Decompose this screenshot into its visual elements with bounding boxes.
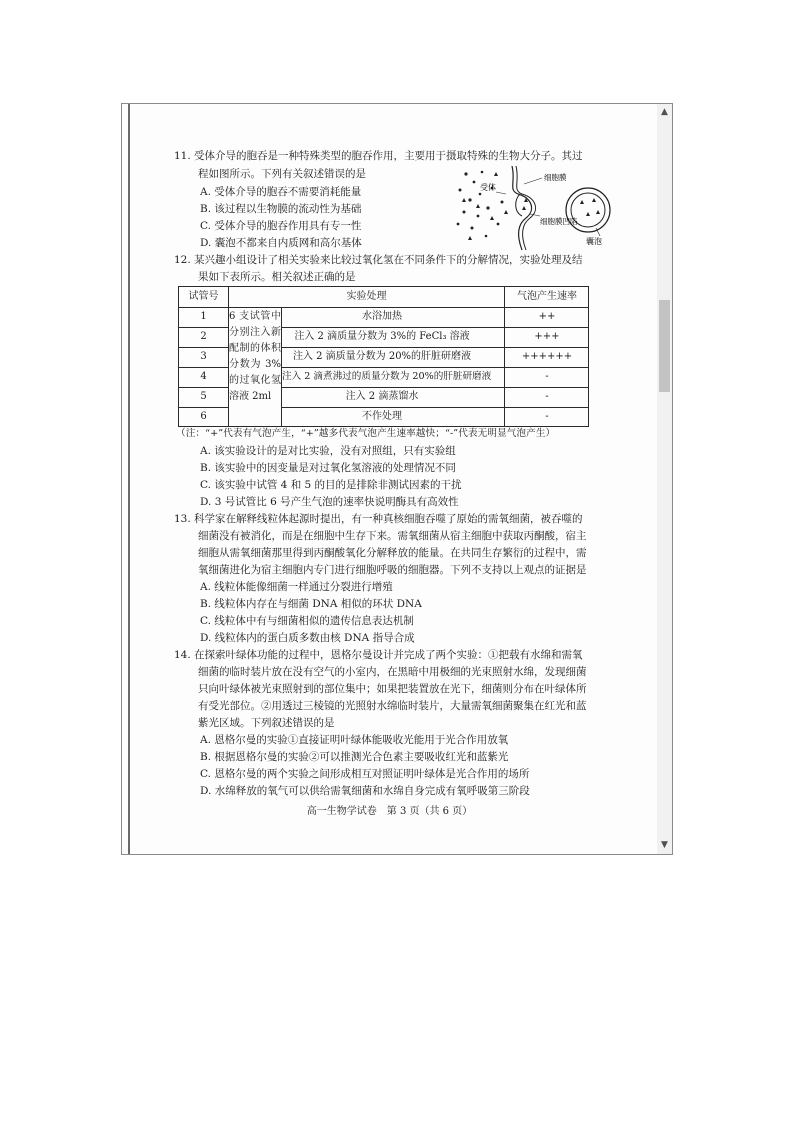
vertical-scrollbar[interactable] — [657, 104, 672, 854]
merged-cell-solution: 6 支试管中分别注入新配制的体积分数为 3%的过氧化氢溶液 2ml — [229, 311, 281, 402]
q13-option-c: C. 线粒体中有与细菌相似的遗传信息表达机制 — [200, 615, 414, 627]
q11-stem-line1: 11. 受体介导的胞吞是一种特殊类型的胞吞作用，主要用于摄取特殊的生物大分子。其过 — [174, 150, 583, 162]
q13-option-a: A. 线粒体能像细菌一样通过分裂进行增殖 — [200, 581, 393, 593]
q12-stem-line1: 12. 某兴趣小组设计了相关实验来比较过氧化氢在不同条件下的分解情况，实验处理及结 — [174, 254, 583, 266]
table-row-2-treatment: 注入 2 滴质量分数为 3%的 FeCl₃ 溶液 — [294, 331, 470, 342]
scroll-down-icon[interactable]: ▼ — [661, 840, 668, 850]
table-row-1-rate: ++ — [538, 311, 556, 322]
q12-table-note: （注：“+”代表有气泡产生，“+”越多代表气泡产生速率越快；“-”代表无明显气泡产生） — [176, 428, 556, 439]
q13-stem-line1: 13. 科学家在解释线粒体起源时提出，有一种真核细胞吞噬了原始的需氧细菌，被吞噬的 — [174, 513, 583, 525]
q12-option-a: A. 该实验设计的是对比实验，没有对照组，只有实验组 — [200, 445, 456, 457]
table-row-4-treatment: 注入 2 滴煮沸过的质量分数为 20%的肝脏研磨液 — [282, 371, 492, 382]
table-row-5-treatment: 注入 2 滴蒸馏水 — [345, 391, 419, 402]
label-membrane-pit: 细胞膜凹陷 — [540, 217, 578, 226]
header-tube-no: 试管号 — [188, 291, 219, 302]
experiment-table — [178, 286, 589, 427]
q12-option-d: D. 3 号试管比 6 号产生气泡的速率快说明酶具有高效性 — [200, 496, 459, 508]
q13-option-d: D. 线粒体内的蛋白质多数由核 DNA 指导合成 — [200, 632, 415, 644]
q12-stem-line2: 果如下表所示。相关叙述正确的是 — [198, 271, 356, 283]
q14-stem-line3: 只向叶绿体被光束照射到的部位集中；如果把装置放在光下，细菌则分布在叶绿体所 — [198, 683, 587, 695]
q13-stem-line2: 细菌没有被消化，而是在细胞中生存下来。需氧细菌从宿主细胞中获取丙酮酸，宿主 — [198, 530, 587, 542]
q12-option-b: B. 该实验中的因变量是对过氧化氢溶液的处理情况不同 — [200, 462, 456, 474]
table-row-1-no: 1 — [200, 311, 207, 322]
label-receptor: 受体 — [480, 183, 496, 192]
endocytosis-diagram — [452, 164, 612, 252]
header-treatment: 实验处理 — [346, 291, 387, 302]
q14-option-a: A. 恩格尔曼的实验①直接证明叶绿体能吸收光能用于光合作用放氧 — [200, 734, 509, 746]
q11-option-a: A. 受体介导的胞吞不需要消耗能量 — [200, 186, 362, 198]
q13-stem-line4: 氧细菌进化为宿主细胞内专门进行细胞呼吸的细胞器。下列不支持以上观点的证据是 — [198, 564, 587, 576]
q14-stem-line4: 有受光部位。②用透过三棱镜的光照射水绵临时装片，大量需氧细菌聚集在红光和蓝 — [198, 700, 587, 712]
table-row-3-no: 3 — [200, 351, 207, 362]
scroll-up-icon[interactable]: ▲ — [661, 107, 668, 117]
page-footer: 高一生物学试卷 第 3 页（共 6 页） — [306, 806, 473, 817]
table-row-2-no: 2 — [200, 331, 207, 342]
q14-stem-line2: 细菌的临时装片放在没有空气的小室内，在黑暗中用极细的光束照射水绵，发现细菌 — [198, 666, 587, 678]
q14-option-d: D. 水绵释放的氧气可以供给需氧细菌和水绵自身完成有氧呼吸第三阶段 — [200, 785, 530, 797]
q13-stem-line3: 细胞从需氧细菌那里得到丙酮酸氧化分解释放的能量。在共同生存繁衍的过程中，需 — [198, 547, 587, 559]
table-row-4-no: 4 — [200, 371, 207, 382]
document-page — [122, 104, 657, 854]
q14-stem-line1: 14. 在探索叶绿体功能的过程中，恩格尔曼设计并完成了两个实验：①把载有水绵和需氧 — [174, 649, 583, 661]
q14-option-b: B. 根据恩格尔曼的实验②可以推测光合色素主要吸收红光和蓝紫光 — [200, 751, 509, 763]
table-row-6-rate: - — [545, 411, 549, 422]
table-row-5-rate: - — [545, 391, 549, 402]
q11-option-b: B. 该过程以生物膜的流动性为基础 — [200, 203, 362, 215]
q11-stem-line2: 程如图所示。下列有关叙述错误的是 — [198, 168, 366, 180]
q14-option-c: C. 恩格尔曼的两个实验之间形成相互对照证明叶绿体是光合作用的场所 — [200, 768, 530, 780]
table-row-6-treatment: 不作处理 — [362, 411, 402, 422]
q13-option-b: B. 线粒体内存在与细菌 DNA 相似的环状 DNA — [200, 598, 422, 610]
header-bubble-rate: 气泡产生速率 — [517, 291, 577, 302]
q12-option-c: C. 该实验中试管 4 和 5 的目的是排除非测试因素的干扰 — [200, 479, 462, 491]
table-row-2-rate: +++ — [534, 331, 560, 342]
table-row-3-rate: ++++++ — [521, 351, 573, 362]
label-cell-membrane: 细胞膜 — [544, 173, 567, 182]
q11-option-d: D. 囊泡不都来自内质网和高尔基体 — [200, 237, 362, 249]
table-row-1-treatment: 水浴加热 — [362, 311, 402, 322]
q11-option-c: C. 受体介导的胞吞作用具有专一性 — [200, 220, 362, 232]
table-row-3-treatment: 注入 2 滴质量分数为 20%的肝脏研磨液 — [292, 351, 472, 362]
table-row-6-no: 6 — [200, 411, 207, 422]
table-row-4-rate: - — [545, 371, 549, 382]
document-viewer — [121, 103, 673, 855]
q14-stem-line5: 紫光区域。下列叙述错误的是 — [198, 717, 335, 729]
table-row-5-no: 5 — [200, 391, 207, 402]
scrollbar-thumb[interactable] — [659, 300, 670, 392]
label-vesicle: 囊泡 — [586, 237, 602, 246]
